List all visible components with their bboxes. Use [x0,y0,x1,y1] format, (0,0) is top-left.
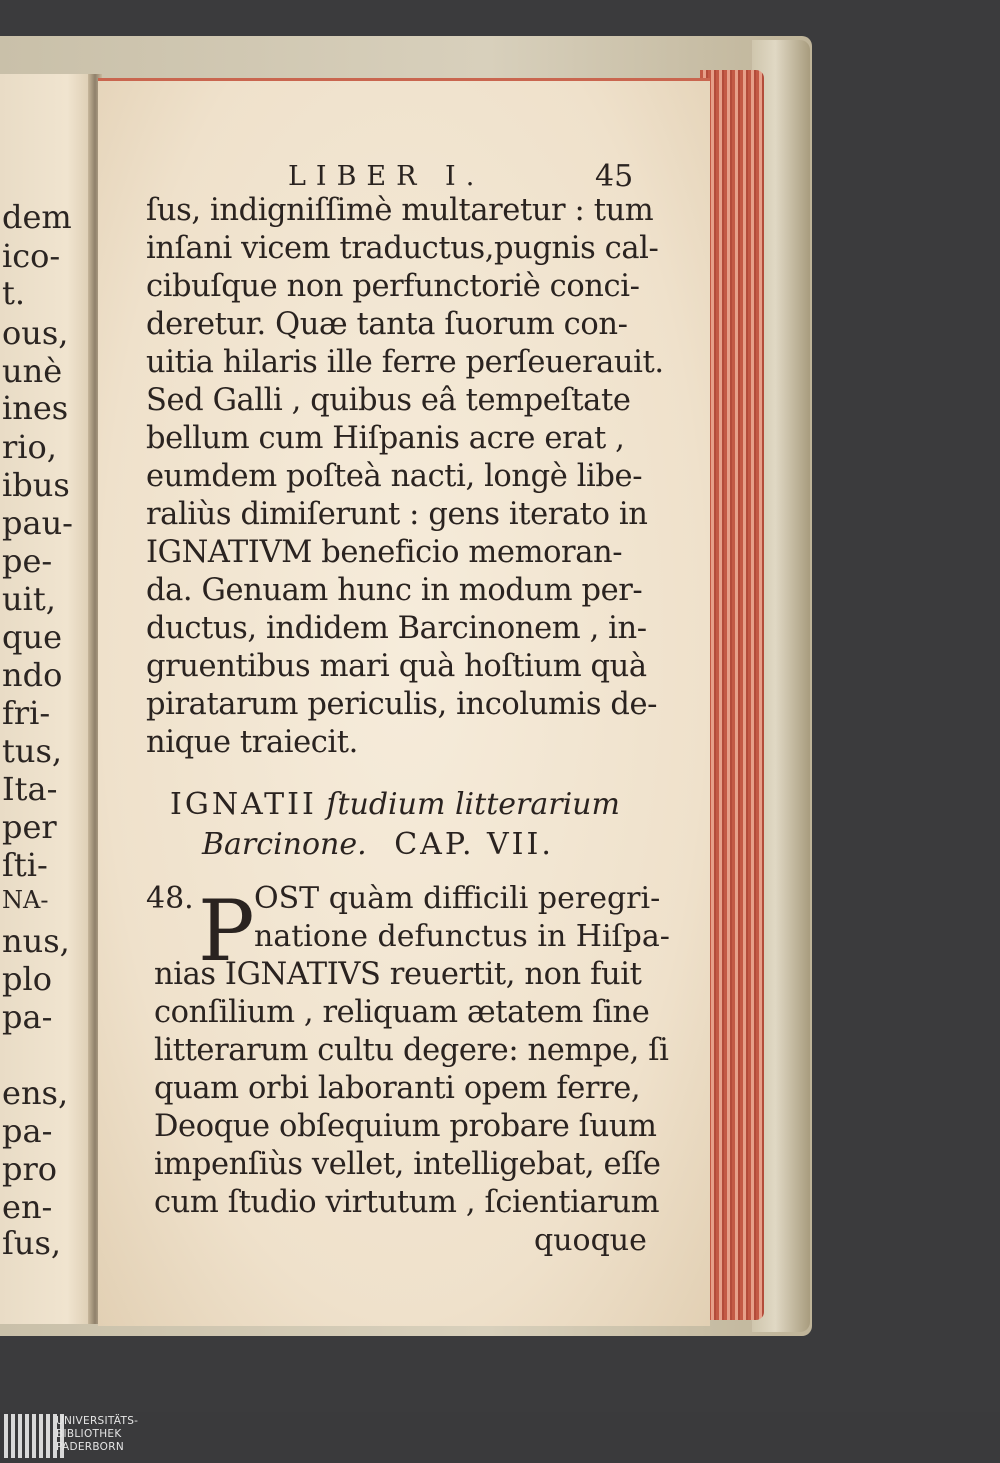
section-number: 48. [146,881,194,916]
page-number: 45 [595,159,634,194]
left-line: nus, [2,922,70,960]
library-name-line2: BIBLIOTHEK [56,1428,122,1440]
left-line: ndo [2,656,63,694]
left-line: uit, [2,580,56,618]
text-line: piratarum periculis, incolumis de- [146,687,658,722]
text-line: nias IGNATIVS reuertit, non fuit [154,957,642,992]
left-line: Ita- [2,770,58,808]
library-name [56,1415,138,1454]
catchword: quoque [534,1223,647,1258]
drop-cap: P [198,882,255,980]
running-head: LIBER I. [288,161,485,192]
heading-place: Barcinone. [202,827,367,862]
footer-bar [0,1412,1000,1463]
left-line: ous, [2,314,69,352]
text-line: natione defunctus in Hiſpa- [254,919,670,954]
left-line: ines [2,389,69,427]
left-line: que [2,618,63,656]
left-line: pa- [2,1112,53,1150]
left-page [0,74,96,1324]
library-name-line3: PADERBORN [56,1441,124,1453]
left-line: rio, [2,428,57,466]
text-line: da. Genuam hunc in modum per- [146,573,643,608]
left-line: per [2,808,57,846]
text-line: cibuſque non perfunctoriè conci- [146,269,640,304]
text-line: cum ſtudio virtutum , ſcientiarum [154,1185,660,1220]
right-page [98,78,710,1326]
text-line: IGNATIVM beneficio memoran- [146,535,623,570]
chapter-number: CAP. VII. [394,827,554,862]
left-line: en- [2,1188,53,1226]
text-line: eumdem poſteà nacti, longè libe- [146,459,643,494]
left-line: pe- [2,542,53,580]
heading-title: ſtudium litterarium [326,787,620,822]
left-line: tus, [2,732,63,770]
text-line: inſani vicem traductus,pugnis cal- [146,231,659,266]
left-line: pau- [2,504,73,542]
left-line: NA- [2,886,49,914]
text-line: Deoque obſequium probare ſuum [154,1109,657,1144]
text-line: ductus, indidem Barcinonem , in- [146,611,647,646]
left-line: ſti- [2,846,48,884]
text-line: OST quàm difficili peregri- [254,881,661,916]
text-line: nique traiecit. [146,725,358,760]
left-line: pro [2,1150,58,1188]
left-line: t. [2,274,26,312]
left-line: ico- [2,237,61,275]
text-line: bellum cum Hiſpanis acre erat , [146,421,625,456]
left-line: unè [2,352,63,390]
left-line: plo [2,960,52,998]
text-line: quam orbi laboranti opem ferre, [154,1071,641,1106]
text-line: raliùs dimiſerunt : gens iterato in [146,497,648,532]
text-line: litterarum cultu degere: nempe, ſi [154,1033,669,1068]
left-line: dem [2,198,72,236]
left-line: ens, [2,1074,69,1112]
heading-name: IGNATII [170,787,317,822]
left-line: fri- [2,694,51,732]
library-logo-icon [4,1414,64,1458]
left-line: pa- [2,998,53,1036]
chapter-heading-line2 [202,827,554,862]
text-line: ſus, indigniſſimè multaretur : tum [146,193,654,228]
text-line: gruentibus mari quà hoſtium quà [146,649,647,684]
text-line: uitia hilaris ille ferre perſeuerauit. [146,345,664,380]
chapter-heading-line1 [170,787,620,822]
library-name-line1: UNIVERSITÄTS- [56,1415,139,1427]
left-line: ibus [2,466,70,504]
text-line: deretur. Quæ tanta ſuorum con- [146,307,628,342]
text-line: Sed Galli , quibus eâ tempeſtate [146,383,631,418]
text-line: conſilium , reliquam ætatem ſine [154,995,650,1030]
text-line: impenſiùs vellet, intelligebat, eſſe [154,1147,661,1182]
left-line: ſus, [2,1224,62,1262]
